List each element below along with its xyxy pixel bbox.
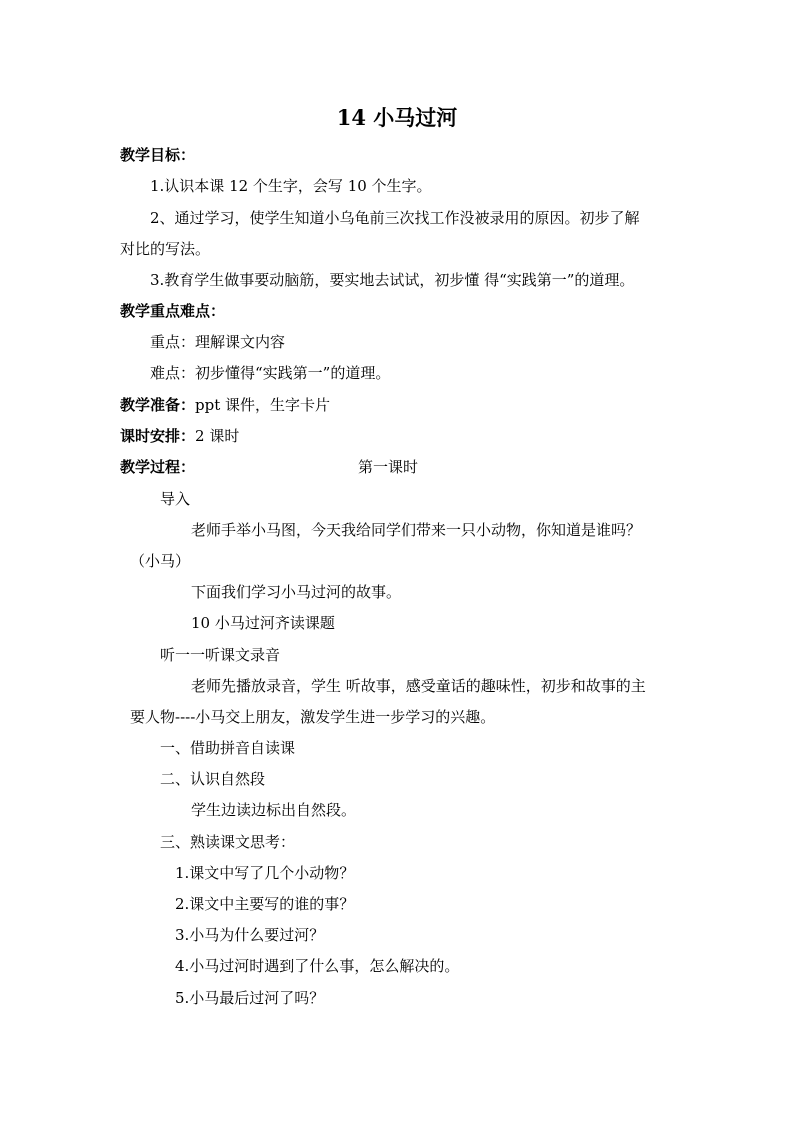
- prep-value: ppt 课件，生字卡片: [195, 396, 331, 414]
- body-line: 学生边读边标出自然段。: [191, 801, 357, 819]
- keypoints-heading: 教学重点难点：: [120, 302, 226, 320]
- body-line: 3.小马为什么要过河？: [175, 926, 325, 944]
- body-line: 10 小马过河齐读课题: [191, 614, 335, 632]
- goal-2-continued: 对比的写法。: [120, 240, 211, 258]
- goal-1: 1.认识本课 12 个生字，会写 10 个生字。: [150, 177, 432, 195]
- body-line: 2.课文中主要写的谁的事？: [175, 895, 355, 913]
- document-title: 14 小马过河: [336, 105, 458, 130]
- body-line: 一、借助拼音自读课: [160, 739, 296, 757]
- goals-heading: 教学目标：: [120, 146, 196, 164]
- key-point: 重点：理解课文内容: [150, 333, 286, 351]
- body-line: 老师手举小马图，今天我给同学们带来一只小动物，你知道是谁吗？: [191, 521, 642, 539]
- goal-3: 3.教育学生做事要动脑筋，要实地去试试，初步懂 得“实践第一”的道理。: [150, 271, 635, 289]
- body-line: 5.小马最后过河了吗？: [175, 989, 325, 1007]
- body-line: 老师先播放录音，学生 听故事，感受童话的趣味性，初步和故事的主: [191, 677, 646, 695]
- body-line: 二、认识自然段: [160, 770, 266, 788]
- body-line: 导入: [160, 490, 191, 508]
- goal-2: 2、通过学习，使学生知道小乌龟前三次找工作没被录用的原因。初步了解: [150, 209, 640, 227]
- prep-label: 教学准备：: [120, 396, 196, 414]
- body-line: 4.小马过河时遇到了什么事，怎么解决的。: [175, 957, 460, 975]
- lesson-label: 第一课时: [358, 458, 419, 476]
- schedule-value: 2 课时: [195, 427, 240, 445]
- body-line: （小马）: [130, 552, 191, 570]
- process-label: 教学过程：: [120, 458, 196, 476]
- difficult-point: 难点：初步懂得“实践第一”的道理。: [150, 364, 391, 382]
- body-line: 三、熟读课文思考：: [160, 833, 296, 851]
- body-line: 1.课文中写了几个小动物？: [175, 864, 355, 882]
- body-line: 听一一听课文录音: [160, 646, 281, 664]
- body-line: 要人物----小马交上朋友，激发学生进一步学习的兴趣。: [130, 708, 496, 726]
- prep-row: [120, 395, 330, 415]
- body-line: 下面我们学习小马过河的故事。: [191, 583, 402, 601]
- schedule-label: 课时安排：: [120, 427, 196, 445]
- schedule-row: [120, 426, 239, 446]
